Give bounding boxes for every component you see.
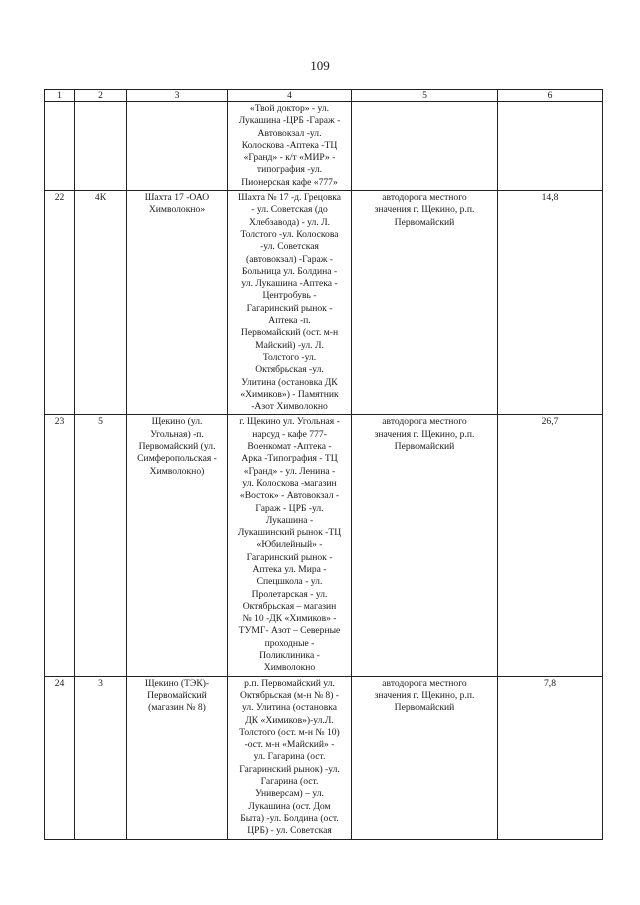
route-path-cell-line: Арка -Типография - ТЦ <box>241 453 338 465</box>
route-name-cell-line: Химволокно» <box>148 204 206 216</box>
route-length-cell <box>498 102 603 191</box>
route-name-cell <box>127 415 228 676</box>
route-path-cell-line: Гагаринский рынок - <box>246 302 333 314</box>
route-path-cell-line: Шахта № 17 -д. Грецовка <box>237 192 342 204</box>
route-path-cell <box>228 415 352 676</box>
route-path-cell-line: «Гранд» - к/т «МИР» - <box>243 152 336 164</box>
route-length-cell: 14,8 <box>498 191 603 415</box>
route-path-cell-line: -ост. м-н «Майский» - <box>244 739 335 751</box>
row-number-cell <box>45 102 75 191</box>
route-name-cell-line: Угольная) -п. <box>150 428 204 440</box>
route-name-cell-line: Щекино (ул. <box>151 416 203 428</box>
header-cell: 1 <box>45 90 75 102</box>
header-cell: 4 <box>228 90 352 102</box>
route-path-cell <box>228 191 352 415</box>
road-type-cell-line: значения г. Щекино, р.п. <box>374 428 475 440</box>
route-name-cell-line: (магазин № 8) <box>148 702 206 714</box>
route-length-cell: 7,8 <box>498 676 603 839</box>
road-type-cell-line: значения г. Щекино, р.п. <box>374 204 475 216</box>
route-path-cell-line: Аптека ул. Мира - <box>252 563 327 575</box>
route-path-cell-line: Лукашинский рынок -ТЦ <box>237 527 342 539</box>
route-path-cell-line: ул. Колоскова -магазин <box>242 477 337 489</box>
route-path-cell-line: ул. Лукашина -Аптека - <box>241 278 338 290</box>
route-name-cell <box>127 191 228 415</box>
header-cell: 2 <box>75 90 127 102</box>
route-path-cell-line: Первомайский (ост. м-н <box>240 327 339 339</box>
route-path-cell-line: -Азот Химволокно <box>251 401 328 413</box>
route-path-cell-line: Гараж - ЦРБ -ул. <box>255 502 324 514</box>
route-path-cell-line: «Восток» - Автовокзал - <box>239 490 340 502</box>
route-path-cell-line: Хлебзавода) - ул. Л. <box>248 216 331 228</box>
table-row <box>45 676 603 839</box>
route-length-cell: 26,7 <box>498 415 603 676</box>
road-type-cell-line: значения г. Щекино, р.п. <box>374 689 475 701</box>
route-path-cell-line: ул. Гагарина (ост. <box>253 751 326 763</box>
route-name-cell-line: Первомайский <box>147 689 207 701</box>
route-path-cell-line: «Гранд» - ул. Ленина - <box>243 465 336 477</box>
route-path-cell-line: «Твой доктор» - ул. <box>249 103 330 114</box>
route-path-cell-line: Майский) -ул. Л. <box>255 339 324 351</box>
route-path-cell <box>228 102 352 191</box>
header-cell: 3 <box>127 90 228 102</box>
row-number-cell: 24 <box>45 676 75 839</box>
route-path-cell-line: Автовокзал -ул. <box>257 127 322 139</box>
route-path-cell-line: Универсам) – ул. <box>255 788 324 800</box>
route-path-cell-line: Гагарина (ост. <box>260 776 319 788</box>
route-number-cell: 3 <box>75 676 127 839</box>
route-name-cell-line: Химволокно) <box>149 465 205 477</box>
route-name-cell <box>127 676 228 839</box>
route-path-cell-line: Военкомат -Аптека - <box>247 441 332 453</box>
route-path-cell-line: Гагаринский рынок - <box>246 551 333 563</box>
route-path-cell-line: - ул. Советская (до <box>251 204 328 216</box>
table-body <box>45 102 603 840</box>
routes-table <box>44 89 603 840</box>
route-path-cell-line: Колоскова -Аптека -ТЦ <box>241 139 338 151</box>
route-path-cell-line: Пролетарская - ул. <box>251 588 328 600</box>
route-path-cell-line: Лукашина -ЦРБ -Гараж - <box>238 115 341 127</box>
route-path-cell-line: р.п. Первомайский ул. <box>244 677 335 689</box>
header-cell: 5 <box>352 90 498 102</box>
route-path-cell-line: Химволокно <box>263 662 316 674</box>
road-type-cell <box>352 415 498 676</box>
route-path-cell-line: Поликлиника - <box>259 650 320 662</box>
road-type-cell-line: автодорога местного <box>382 677 467 689</box>
route-path-cell-line: Больница ул. Болдина - <box>241 265 338 277</box>
route-path-cell-line: «Юбилейный» - <box>256 539 323 551</box>
row-number-cell: 23 <box>45 415 75 676</box>
route-number-cell <box>75 102 127 191</box>
route-path-cell-line: Лукашина - <box>265 514 314 526</box>
route-path-cell-line: проходные - <box>264 637 315 649</box>
route-path-cell-line: Аптека -п. <box>268 315 311 327</box>
road-type-cell <box>352 191 498 415</box>
route-path-cell-line: Улитина (остановка ДК <box>241 376 338 388</box>
table-row <box>45 415 603 676</box>
road-type-cell-line: Первомайский <box>394 702 455 714</box>
route-name-cell-line: Симферопольская - <box>137 453 217 465</box>
route-path-cell-line: Октябрьская -ул. <box>255 364 324 376</box>
route-path-cell-line: Толстого -ул. <box>262 351 317 363</box>
table-row <box>45 102 603 191</box>
table-row <box>45 191 603 415</box>
route-path-cell-line: ул. Улитина (остановка <box>242 702 337 714</box>
header-cell: 6 <box>498 90 603 102</box>
route-path-cell-line: нарсуд - кафе 777- <box>252 428 327 440</box>
route-name-cell <box>127 102 228 191</box>
route-name-cell-line: Щекино (ТЭК)- <box>144 677 210 689</box>
route-number-cell: 5 <box>75 415 127 676</box>
route-path-cell-line: Спецшкола - ул. <box>256 576 323 588</box>
road-type-cell <box>352 676 498 839</box>
route-path-cell-line: Октябрьская (м-н № 8) - <box>240 689 339 701</box>
route-path-cell-line: Быта) -ул. Болдина (ост. <box>240 812 339 824</box>
road-type-cell-line: Первомайский <box>394 441 455 453</box>
page-number: 109 <box>310 58 330 73</box>
route-path-cell-line: Центробувь - <box>262 290 317 302</box>
route-name-cell-line: Первомайский (ул. <box>138 441 216 453</box>
route-path-cell <box>228 676 352 839</box>
route-path-cell-line: (автовокзал) -Гараж - <box>246 253 333 265</box>
row-number-cell: 22 <box>45 191 75 415</box>
route-path-cell-line: Пионерская кафе «777» <box>241 176 338 188</box>
route-path-cell-line: типография -ул. <box>256 164 323 176</box>
route-path-cell-line: ЦРБ) - ул. Советская <box>247 825 332 837</box>
route-path-cell-line: Толстого -ул. Колоскова <box>240 228 339 240</box>
route-path-cell-line: г. Щекино ул. Угольная - <box>239 416 340 428</box>
road-type-cell-line: Первомайский <box>394 216 455 228</box>
route-path-cell-line: Октябрьская – магазин <box>242 600 337 612</box>
route-number-cell: 4К <box>75 191 127 415</box>
route-path-cell-line: ДК «Химиков»)-ул.Л. <box>245 714 334 726</box>
route-path-cell-line: Гагаринский рынок) -ул. <box>239 763 340 775</box>
route-path-cell-line: «Химиков») - Памятник <box>240 388 339 400</box>
route-path-cell-line: -ул. Советская <box>260 241 319 253</box>
route-name-cell-line: Шахта 17 -ОАО <box>144 192 210 204</box>
route-path-cell-line: Лукашина (ост. Дом <box>248 800 331 812</box>
road-type-cell-line: автодорога местного <box>382 192 467 204</box>
route-path-cell-line: ТУМГ- Азот – Северные <box>238 625 341 637</box>
road-type-cell-line: автодорога местного <box>382 416 467 428</box>
header-row <box>45 90 603 102</box>
road-type-cell <box>352 102 498 191</box>
route-path-cell-line: № 10 -ДК «Химиков» - <box>242 613 337 625</box>
route-path-cell-line: Толстого (ост. м-н № 10) <box>239 726 340 738</box>
